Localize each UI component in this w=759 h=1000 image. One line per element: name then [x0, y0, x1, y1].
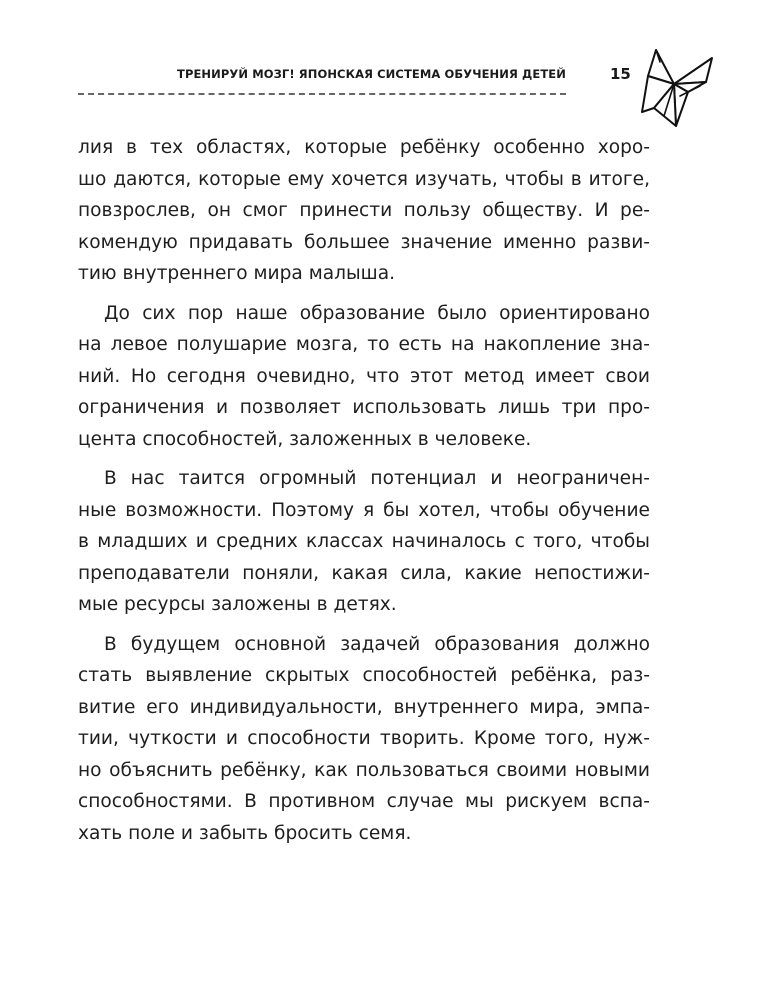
text-line: ограничения и позволяет использовать лишь три про-	[78, 397, 650, 418]
text-line: но объяснить ребёнку, как пользоваться своими новыми	[78, 759, 650, 781]
text-line: В нас таится огромный потенциал и неограничен-	[104, 468, 650, 489]
body-text	[78, 132, 650, 857]
text-line: хать поле и забыть бросить семя.	[78, 822, 412, 844]
text-line: лия в тех областях, которые ребёнку особенно хоро-	[78, 137, 650, 158]
paragraph-4	[78, 629, 650, 850]
text-line: повзрослев, он смог принести пользу обществу. И ре-	[78, 200, 650, 221]
text-line: До сих пор наше образование было ориентировано	[104, 302, 650, 324]
paragraph-3	[78, 463, 650, 621]
text-line: витие его индивидуальности, внутреннего мира, эмпа-	[78, 696, 650, 718]
text-line: в младших и средних классах начиналось с того, чтобы	[78, 531, 650, 552]
paragraph-1	[78, 132, 650, 290]
text-line: стать выявление скрытых способностей ребёнка, раз-	[78, 665, 650, 686]
text-line: В будущем основной задачей образования должно	[104, 633, 650, 655]
text-line: ные возможности. Поэтому я бы хотел, чтобы обучение	[78, 499, 650, 521]
origami-butterfly-icon	[640, 46, 716, 130]
text-line: преподаватели поняли, какая сила, какие непостижи-	[78, 562, 650, 584]
text-line: мые ресурсы заложены в детях.	[78, 594, 397, 615]
text-line: шо даются, которые ему хочется изучать, чтобы в итоге,	[78, 168, 650, 190]
header-dashed-rule	[78, 93, 566, 95]
text-line: комендую придавать большее значение именно разви-	[78, 231, 650, 253]
text-line: на левое полушарие мозга, то есть на накопление зна-	[78, 334, 650, 355]
running-header: ТРЕНИРУЙ МОЗГ! ЯПОНСКАЯ СИСТЕМА ОБУЧЕНИЯ ДЕТЕЙ	[177, 67, 566, 81]
text-line: способностями. В противном случае мы рискуем вспа-	[78, 791, 650, 812]
text-line: тию внутреннего мира малыша.	[78, 263, 396, 284]
text-line: ний. Но сегодня очевидно, что этот метод имеет свои	[78, 365, 650, 387]
paragraph-2	[78, 298, 650, 456]
text-line: цента способностей, заложенных в человеке.	[78, 428, 532, 450]
page-number: 15	[610, 65, 631, 83]
text-line: тии, чуткости и способности творить. Кроме того, нуж-	[78, 728, 650, 749]
